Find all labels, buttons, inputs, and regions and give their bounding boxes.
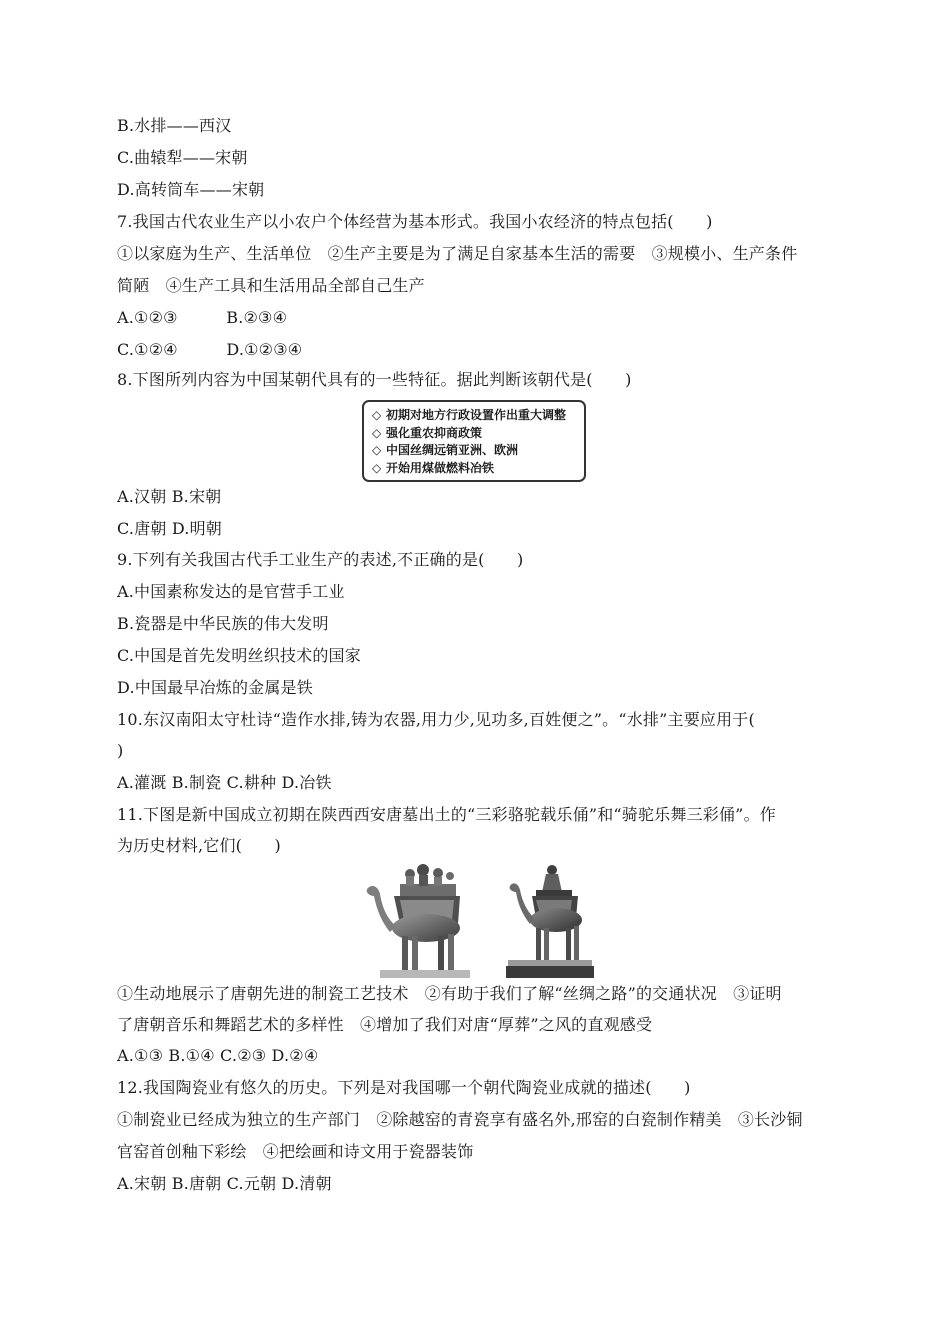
question-7-options-ab: A.①②③ B.②③④ — [117, 308, 288, 327]
option-d-line: D.高转筒车——宋朝 — [117, 180, 265, 199]
feature-item: ◇ 开始用煤做燃料冶铁 — [372, 460, 584, 478]
dynasty-feature-box — [362, 400, 586, 482]
question-12-options: A.宋朝 B.唐朝 C.元朝 D.清朝 — [117, 1174, 332, 1193]
question-10: 10.东汉南阳太守杜诗“造作水排,铸为农器,用力少,见功多,百姓便之”。“水排”主要应用于( — [117, 710, 755, 729]
option-b-line: B.水排——西汉 — [117, 116, 232, 135]
question-8-options-ab: A.汉朝 B.宋朝 — [117, 487, 222, 506]
question-12-items-2: 官窑首创釉下彩绘 ④把绘画和诗文用于瓷器装饰 — [117, 1142, 474, 1161]
question-12-items-1: ①制瓷业已经成为独立的生产部门 ②除越窑的青瓷享有盛名外,邢窑的白瓷制作精美 ③长沙铜 — [117, 1110, 803, 1129]
question-7-options-cd: C.①②④ D.①②③④ — [117, 340, 303, 359]
question-8: 8.下图所列内容为中国某朝代具有的一些特征。据此判断该朝代是( ) — [117, 370, 632, 389]
camel-figurine-with-musicians-icon — [360, 862, 472, 980]
feature-item: ◇ 强化重农抑商政策 — [372, 425, 584, 443]
diamond-bullet-icon: ◇ — [372, 425, 382, 440]
diamond-bullet-icon: ◇ — [372, 460, 382, 475]
question-9-option-d: D.中国最早冶炼的金属是铁 — [117, 678, 313, 697]
question-11-cont: 为历史材料,它们( ) — [117, 836, 281, 855]
camel-figurine-with-rider-icon — [506, 862, 594, 980]
question-11-items-2: 了唐朝音乐和舞蹈艺术的多样性 ④增加了我们对唐“厚葬”之风的直观感受 — [117, 1015, 653, 1034]
diamond-bullet-icon: ◇ — [372, 408, 382, 422]
question-11-options: A.①③ B.①④ C.②③ D.②④ — [117, 1046, 319, 1065]
diamond-bullet-icon: ◇ — [372, 443, 382, 457]
question-11-items-1: ①生动地展示了唐朝先进的制瓷工艺技术 ②有助于我们了解“丝绸之路”的交通状况 ③证明 — [117, 984, 782, 1003]
question-7: 7.我国古代农业生产以小农户个体经营为基本形式。我国小农经济的特点包括( ) — [117, 212, 713, 231]
question-8-options-cd: C.唐朝 D.明朝 — [117, 519, 222, 538]
feature-item: ◇ 初期对地方行政设置作出重大调整 — [372, 407, 584, 425]
question-11: 11.下图是新中国成立初期在陕西西安唐墓出土的“三彩骆驼载乐俑”和“骑驼乐舞三彩俑”。作 — [117, 805, 776, 824]
question-9-option-c: C.中国是首先发明丝织技术的国家 — [117, 646, 361, 665]
feature-item: ◇ 中国丝绸远销亚洲、欧洲 — [372, 442, 584, 460]
question-9: 9.下列有关我国古代手工业生产的表述,不正确的是( ) — [117, 550, 524, 569]
question-12: 12.我国陶瓷业有悠久的历史。下列是对我国哪一个朝代陶瓷业成就的描述( ) — [117, 1078, 691, 1097]
question-10-options: A.灌溉 B.制瓷 C.耕种 D.冶铁 — [117, 773, 332, 792]
question-7-items-2: 简陋 ④生产工具和生活用品全部自己生产 — [117, 276, 425, 295]
question-10-cont: ) — [117, 741, 124, 760]
option-c-line: C.曲辕犁——宋朝 — [117, 148, 248, 167]
question-9-option-a: A.中国素称发达的是官营手工业 — [117, 582, 345, 601]
question-9-option-b: B.瓷器是中华民族的伟大发明 — [117, 614, 329, 633]
question-7-items-1: ①以家庭为生产、生活单位 ②生产主要是为了满足自家基本生活的需要 ③规模小、生产条件 — [117, 244, 798, 263]
